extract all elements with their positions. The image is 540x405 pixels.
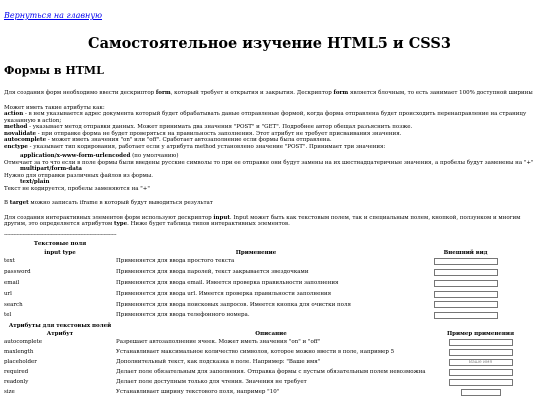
enctype-value-3: text/plain: [20, 179, 50, 185]
type-cell: search: [4, 301, 23, 308]
table-row: [4, 310, 535, 321]
inputs-text-b: . Input может быть как текстовым полем, так и специальным полем, кнопкой, ползунком и многим другим, это определяется атрибутом: [4, 214, 521, 227]
attributes-block: [4, 105, 535, 151]
tel-input[interactable]: [434, 312, 498, 319]
attr-cell: readonly: [4, 379, 29, 386]
intro-tag-form: form: [155, 90, 171, 96]
attr-text: - при отправке форма не будет проверяться на правильность заполнения. Этот атрибут не требует присваивания значения.: [36, 130, 402, 137]
table-caption: Текстовые поля: [33, 241, 87, 248]
attribute-enctype: [4, 144, 535, 151]
example-cell: [426, 358, 535, 368]
enctype-note: (по умолчанию): [130, 153, 179, 159]
desc-cell: Делает поле обязательным для заполнения. Отправка формы с пустым обязательным полем невозможна: [116, 369, 426, 376]
attributes-intro: Может иметь такие атрибуты как:: [4, 104, 105, 111]
url-input[interactable]: [434, 291, 498, 298]
table-header: Применение: [235, 249, 277, 256]
table-header: Пример применения: [446, 331, 515, 338]
search-input[interactable]: [434, 301, 498, 308]
autocomplete-example-input[interactable]: [449, 339, 513, 346]
attr-cell: placeholder: [4, 359, 37, 366]
example-cell: [426, 378, 535, 388]
intro-text-a: Для создания форм необходимо ввести дескриптор: [4, 90, 156, 96]
example-cell: [426, 348, 535, 358]
attr-cell: autocomplete: [4, 339, 42, 346]
table-row: [4, 348, 535, 358]
attr-text: - может иметь значения "on" или "off". Сработает автозаполнение если формы была отправлена.: [46, 137, 332, 143]
desc-cell: Разрешает автозаполнение ячеек. Может иметь значения "on" и "off": [116, 339, 321, 346]
example-cell: [426, 388, 535, 398]
table-row: [4, 299, 535, 310]
attr-cell: maxlength: [4, 349, 34, 356]
type-cell: password: [4, 269, 31, 276]
desc-cell: Устанавливает максимальное количество символов, которое можно ввести в поле, например 5: [116, 349, 395, 356]
attr-text: - в нем указывается адрес документа который будет обрабатывать даные отправленые формой, когда форма отправлена будет происходить перенаправление на страницу указанную в action;: [4, 111, 527, 124]
table-row: [4, 388, 535, 398]
target-attr: target: [9, 200, 29, 206]
attr-name: enctype: [4, 143, 28, 150]
intro-text-b: , который требует и открытия и закрытия. Дескриптор: [170, 90, 334, 96]
preview-cell: [396, 256, 535, 267]
text-field-attributes-table: [4, 321, 535, 398]
enctype-value-2: multipart/form-data: [20, 166, 82, 172]
placeholder-example-input[interactable]: Ваше имя: [449, 359, 513, 366]
table-header: Атрибут: [46, 331, 74, 338]
target-text-b: можно записать iframe в который будут выводиться результат: [28, 200, 213, 206]
enctype-desc-3: Текст не кодируется, пробелы заменяются на "+": [4, 185, 150, 192]
target-text-a: В: [4, 200, 10, 206]
table-row: [4, 338, 535, 348]
intro-text-c: является блочным, то есть занимает 100% доступной ширины: [348, 90, 533, 96]
attribute-action: [4, 111, 535, 124]
table-row: [4, 267, 535, 278]
size-example-input[interactable]: [461, 389, 501, 396]
target-paragraph: [4, 200, 535, 207]
desc-cell: Делает поле доступным только для чтения. Значения не требует: [116, 379, 307, 386]
text-input[interactable]: [434, 258, 498, 265]
attr-name: autocomplete: [4, 137, 47, 143]
table-header: input type: [44, 249, 76, 256]
use-cell: Применяется для ввода простого текста: [116, 258, 235, 265]
desc-cell: Дополнительный текст, как подсказка в поле. Например: "Ваше имя": [116, 359, 321, 366]
inputs-paragraph: [4, 215, 535, 228]
maxlength-example-input[interactable]: [449, 349, 513, 356]
table-row: [4, 278, 535, 289]
table-header: Внешний вид: [443, 249, 488, 256]
attr-name: novalidate: [4, 130, 37, 137]
attr-name: method: [4, 124, 28, 130]
table-row: [4, 368, 535, 378]
preview-cell: [396, 310, 535, 321]
page-title: Самостоятельное изучение HTML5 и CSS3: [88, 35, 451, 52]
preview-cell: [396, 299, 535, 310]
example-cell: [426, 338, 535, 348]
type-cell: tel: [4, 312, 12, 319]
table-row: [4, 256, 535, 267]
table-row: [4, 378, 535, 388]
email-input[interactable]: [434, 280, 498, 287]
table-row: [4, 358, 535, 368]
preview-cell: [396, 267, 535, 278]
attr-cell: required: [4, 369, 29, 376]
readonly-example-input[interactable]: [449, 379, 513, 386]
use-cell: Применяется для ввода паролей, текст закрывается звездочками: [116, 269, 309, 276]
table-caption: Атрибуты для текстовых полей: [8, 322, 112, 329]
use-cell: Применяется для ввода url. Имеется проверка правильности заполнения: [116, 290, 332, 297]
inputs-tag: input: [213, 214, 230, 221]
inputs-attr: type: [114, 221, 128, 227]
back-to-home-link[interactable]: Вернуться на главную: [4, 11, 103, 20]
preview-cell: [396, 278, 535, 289]
required-example-input[interactable]: [449, 369, 513, 376]
attr-text: - указывает метод отправки данных. Может принимать два значения "POST" и "GET". Подробнее автор обещал разъяснить позже.: [27, 124, 413, 130]
table-header: Описание: [255, 331, 287, 338]
inputs-text-a: Для создания интерактивных элементов форм используют дескриптор: [4, 214, 214, 221]
type-cell: url: [4, 290, 12, 297]
type-cell: email: [4, 280, 20, 287]
type-cell: text: [4, 258, 15, 265]
section-title: Формы в HTML: [4, 64, 104, 77]
preview-cell: [396, 289, 535, 300]
attr-text: - указывает тип кодирования, работает если у атрибута method установлено значение "POST". Принимает три значения:: [27, 143, 386, 150]
separator-line: ------------------------------------------------------------------------: [4, 231, 117, 238]
use-cell: Применяется для ввода телефонного номера.: [116, 312, 250, 319]
intro-paragraph: [4, 90, 535, 97]
enctype-desc-2: Нужно для отправки различных файлов из формы.: [4, 172, 154, 179]
example-cell: [426, 368, 535, 378]
desc-cell: Устанавливает ширину текстового поля, например "10": [116, 389, 280, 396]
use-cell: Применяется для ввода email. Имеется проверка правильности заполнения: [116, 280, 339, 287]
table-row: [4, 289, 535, 300]
enctype-desc-1: Отмечает за то что если в поле формы были введены русские символы то при ее отправке они будут замены на их шестнадцатеричные значения, а пробелы будут заменены на "+": [4, 159, 534, 166]
attr-name: action: [4, 111, 24, 117]
use-cell: Применяется для ввода поисковых запросов. Имеется кнопка для очистки поля: [116, 301, 351, 308]
enctype-values: [4, 153, 535, 192]
inputs-text-c: . Ниже будет таблица типов интерактивных элементов.: [127, 221, 290, 227]
attr-cell: size: [4, 389, 15, 396]
text-fields-table: [4, 239, 535, 321]
intro-tag-form-2: form: [333, 90, 349, 96]
enctype-value: application/x-www-form-urlencoded: [20, 153, 131, 159]
password-input[interactable]: [434, 269, 498, 276]
